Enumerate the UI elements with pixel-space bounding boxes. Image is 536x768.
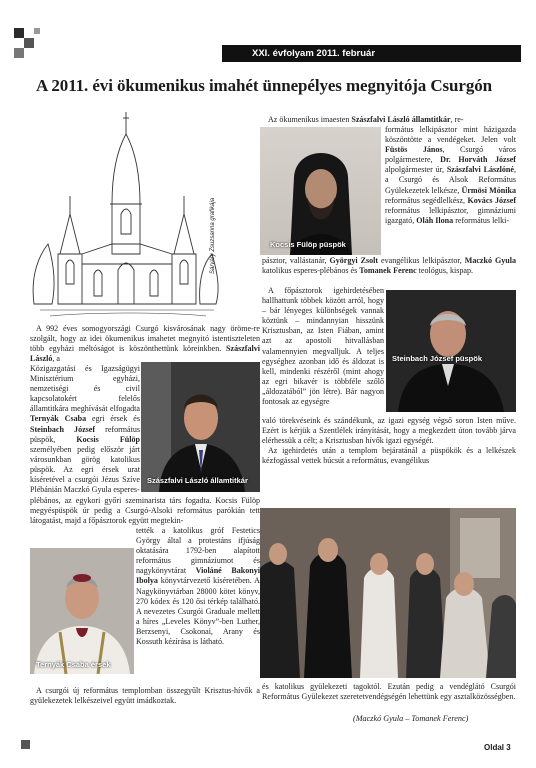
issue-label: XXI. évfolyam 2011. február	[252, 48, 376, 59]
photo-szaszfalvi-laszlo	[141, 362, 260, 492]
photo-church-greeting	[260, 508, 516, 678]
text-left-col: Közigazgatási és Igazságügyi Minisztérium egyházi, nemzetiségi és civil kapcsolatokért felelős államtitkára meghívását elfogadta Ternyák Csaba egri érsek és Steinbach József református püspök, Kocsis Fülöp személyében pedig először járt városunkban görög katolikus püspök. Az egri érsek urat kíséretével a csurgói Jézus Szíve Plébánián Maczkó Gyula esperes-	[30, 364, 140, 495]
church-drawing	[30, 104, 222, 322]
text-right-intro-2: formátus lelkipásztor mint házigazda köszöntötte a vendégeket. Jelen volt Füstös János, Csurgó város polgármestere, Dr. Horváth József alpolgármester úr, Szászfalvi Lászlóné, a Csurgó és Alsok Református Gyülekezetek lelkésze, Ürmösi Mónika református segédlelkész, Kovács József református lelkipásztor, gimnáziumi igazgató, Oláh Ilona református lelki-	[385, 125, 517, 225]
caption-szaszfalvi-laszlo: Szászfalvi László államtitkár	[147, 476, 248, 485]
page-number: Oldal 3	[484, 743, 511, 752]
photo-ternyak-csaba	[30, 548, 134, 674]
text-left-intro: A 992 éves somogyországi Csurgó kisvárosának nagy öröme-re szolgált, hogy az idei ökumenikus imahetet megnyitó istentiszteleten több egyházi méltóságot is köszönthettünk köreinkben. Szászfalvi László, a	[30, 324, 260, 364]
photo-steinbach-jozsef	[386, 290, 516, 412]
text-left-lower: tették a katolikus gróf Festetics György által a protestáns ifjúság oktatására 1792-ben alapított református gimnáziumot és nagykönyvtárat Violáné Bakonyi Ibolya könyvtárvezető kíséretében. A Nagykönyvtárban 28000 kötet könyv, 270 kódex és 120 ősi térkép található. A nevezetes Csurgói Graduale mellett a híres „Leveles Könyv”-ben Luther, Berzsenyi, Csokonai, Arany és Kossuth kézírása is látható.	[136, 526, 260, 647]
text-right-intro-3: pásztor, vallástanár, Györgyi Zsolt evangélikus lelkipásztor, Maczkó Gyula katolikus esperes-plébános és Tomanek Ferenc teológus, kispap.	[262, 256, 516, 276]
text-left-bottom: A csurgói új református templomban összegyűlt Krisztus-hívők a gyülekezetek lelkészeivel együtt imádkoztak.	[30, 686, 260, 706]
caption-steinbach-jozsef: Steinbach József püspök	[392, 354, 483, 363]
text-right-mid-2: való törekvéseink és szándékunk, az igazi egység végső soron Isten műve. Ezért is kérjük a Szentlélek irányítását, hogy a megkezdett úton tovább járva elérhessük a célt; a Krisztusban hívők igazi egységét. Az igehirdetés után a templom bejáratánál a püspökök és a lelkészek kézfogással vettek búcsút a református, evangélikus	[262, 416, 516, 466]
drawing-credit: Sárváry Zsuzsanna grafikája	[210, 197, 216, 274]
issue-header-bar	[222, 45, 521, 62]
caption-kocsis-fulop: Kocsis Fülöp püspök	[270, 240, 346, 249]
photo-kocsis-fulop	[260, 127, 381, 255]
text-right-mid: A főpásztorok igehirdetésében hallhattunk többek között arról, hogy – bár lényeges különbségek vannak köztünk – mindannyian hisszünk Krisztusban, az Isten Fiában, amint azt az apostoli hitvallásban valamennyien megvalljuk. A teljes egységhez azonban idő és áldozat is kell, mindenki részéről (mint ahogy az egri bikavér is többféle szőlő „áldozatából” jön létre). Bár nagyon fontosak az egységre	[262, 286, 384, 407]
text-right-bottom: és katolikus gyülekezeti tagoktól. Ezután pedig a vendéglátó Csurgói Református Gyülekezet szeretetvendégségén lehettünk egy asztalközösségben.	[262, 682, 516, 702]
caption-ternyak-csaba: Ternyák Csaba érsek	[36, 660, 111, 669]
article-title: A 2011. évi ökumenikus imahét ünnepélyes megnyitója Csurgón	[36, 76, 492, 95]
text-right-intro-1: Az ökumenikus imaesten Szászfalvi László államtitkár, re-	[268, 115, 464, 124]
article-signature: (Maczkó Gyula – Tomanek Ferenc)	[353, 714, 469, 723]
footer-square	[21, 740, 30, 749]
text-left-mid: plébános, az egykori győri szeminarista társ fogadta. Kocsis Fülöp megyéspüspök úr pedig a Csurgó-Alsoki református parókián tett látogatást, majd a főpásztorok együtt megtekin-	[30, 496, 260, 526]
